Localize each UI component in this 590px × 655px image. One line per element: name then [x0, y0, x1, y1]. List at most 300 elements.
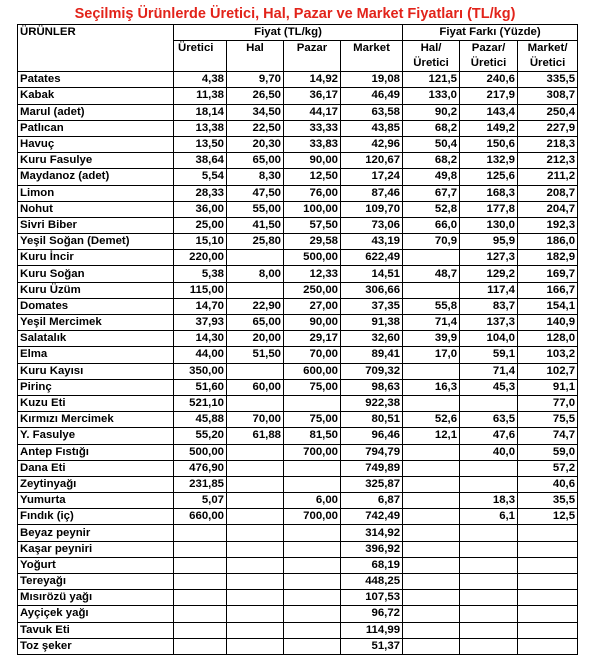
producer-price-cell: 660,00: [174, 509, 227, 525]
market-producer-diff-cell: [518, 574, 578, 590]
market-price-cell: 306,66: [341, 282, 403, 298]
market-price-cell: 43,85: [341, 120, 403, 136]
bazaar-producer-diff-cell: 45,3: [460, 379, 518, 395]
market-producer-line1: Market/: [527, 42, 568, 55]
market-producer-diff-cell: 208,7: [518, 185, 578, 201]
wholesale-price-cell: 22,90: [227, 298, 284, 314]
bazaar-price-cell: 27,00: [284, 298, 341, 314]
wholesale-price-cell: [227, 525, 284, 541]
product-name-cell: Kırmızı Mercimek: [18, 412, 174, 428]
header-group-row: [18, 25, 578, 41]
market-header: Market: [341, 41, 403, 72]
product-name-cell: Zeytinyağı: [18, 476, 174, 492]
table-row: [18, 574, 578, 590]
product-name-cell: Limon: [18, 185, 174, 201]
bazaar-price-cell: 76,00: [284, 185, 341, 201]
bazaar-price-cell: 75,00: [284, 379, 341, 395]
market-price-cell: 6,87: [341, 493, 403, 509]
market-price-cell: 96,46: [341, 428, 403, 444]
market-price-cell: 42,96: [341, 136, 403, 152]
bazaar-producer-diff-cell: 150,6: [460, 136, 518, 152]
hal-producer-diff-cell: [403, 509, 460, 525]
wholesale-price-cell: [227, 574, 284, 590]
bazaar-price-cell: 44,17: [284, 104, 341, 120]
product-name-cell: Tereyağı: [18, 574, 174, 590]
bazaar-producer-diff-cell: 63,5: [460, 412, 518, 428]
product-name-cell: Kaşar peyniri: [18, 541, 174, 557]
product-name-cell: Yeşil Mercimek: [18, 315, 174, 331]
market-producer-diff-cell: 169,7: [518, 266, 578, 282]
hal-producer-diff-cell: [403, 282, 460, 298]
producer-price-cell: 5,07: [174, 493, 227, 509]
wholesale-price-cell: 25,80: [227, 234, 284, 250]
hal-producer-diff-cell: [403, 590, 460, 606]
producer-price-cell: [174, 590, 227, 606]
market-producer-diff-cell: 212,3: [518, 153, 578, 169]
bazaar-price-cell: [284, 557, 341, 573]
market-price-cell: 107,53: [341, 590, 403, 606]
producer-price-cell: 38,64: [174, 153, 227, 169]
bazaar-producer-diff-cell: [460, 476, 518, 492]
market-producer-header: [518, 41, 578, 72]
wholesale-price-cell: [227, 557, 284, 573]
wholesale-price-cell: 26,50: [227, 88, 284, 104]
product-name-cell: Yeşil Soğan (Demet): [18, 234, 174, 250]
table-row: [18, 153, 578, 169]
market-price-cell: 51,37: [341, 638, 403, 654]
market-producer-diff-cell: 166,7: [518, 282, 578, 298]
market-producer-diff-cell: 218,3: [518, 136, 578, 152]
wholesale-price-cell: 20,00: [227, 331, 284, 347]
bazaar-producer-diff-cell: 117,4: [460, 282, 518, 298]
hal-producer-diff-cell: 67,7: [403, 185, 460, 201]
hal-producer-diff-cell: 52,8: [403, 201, 460, 217]
bazaar-producer-diff-cell: [460, 395, 518, 411]
product-name-cell: Elma: [18, 347, 174, 363]
wholesale-price-cell: 22,50: [227, 120, 284, 136]
table-row: [18, 638, 578, 654]
bazaar-producer-diff-cell: 217,9: [460, 88, 518, 104]
producer-price-cell: 25,00: [174, 217, 227, 233]
market-producer-line2: Üretici: [529, 57, 566, 70]
table-row: [18, 622, 578, 638]
product-name-cell: Domates: [18, 298, 174, 314]
market-price-cell: 709,32: [341, 363, 403, 379]
bazaar-producer-diff-cell: 130,0: [460, 217, 518, 233]
bazaar-producer-diff-cell: [460, 638, 518, 654]
market-price-cell: 32,60: [341, 331, 403, 347]
hal-producer-diff-cell: [403, 606, 460, 622]
hal-producer-line1: Hal/: [420, 42, 442, 55]
bazaar-producer-diff-cell: 129,2: [460, 266, 518, 282]
bazaar-price-cell: 90,00: [284, 153, 341, 169]
bazaar-producer-line1: Pazar/: [471, 42, 506, 55]
bazaar-producer-diff-cell: 104,0: [460, 331, 518, 347]
table-body: [18, 72, 578, 655]
bazaar-price-cell: 600,00: [284, 363, 341, 379]
market-price-cell: 19,08: [341, 72, 403, 88]
hal-producer-diff-cell: 50,4: [403, 136, 460, 152]
wholesale-price-cell: 8,00: [227, 266, 284, 282]
hal-producer-diff-cell: [403, 363, 460, 379]
bazaar-price-cell: 700,00: [284, 509, 341, 525]
table-row: [18, 72, 578, 88]
bazaar-producer-diff-cell: [460, 574, 518, 590]
producer-price-cell: 5,54: [174, 169, 227, 185]
bazaar-price-cell: 500,00: [284, 250, 341, 266]
market-producer-diff-cell: 186,0: [518, 234, 578, 250]
table-row: [18, 379, 578, 395]
market-price-cell: 448,25: [341, 574, 403, 590]
market-price-cell: 89,41: [341, 347, 403, 363]
market-producer-diff-cell: 57,2: [518, 460, 578, 476]
bazaar-price-cell: 81,50: [284, 428, 341, 444]
table-row: [18, 104, 578, 120]
producer-price-cell: 13,38: [174, 120, 227, 136]
hal-producer-diff-cell: [403, 541, 460, 557]
producer-price-cell: 28,33: [174, 185, 227, 201]
producer-price-cell: 55,20: [174, 428, 227, 444]
bazaar-header: Pazar: [284, 41, 341, 72]
product-name-cell: Patlıcan: [18, 120, 174, 136]
hal-producer-diff-cell: [403, 395, 460, 411]
producer-price-cell: 14,30: [174, 331, 227, 347]
producer-price-cell: 18,14: [174, 104, 227, 120]
price-group-header: Fiyat (TL/kg): [174, 25, 403, 41]
wholesale-header: Hal: [227, 41, 284, 72]
table-row: [18, 217, 578, 233]
bazaar-price-cell: [284, 590, 341, 606]
market-producer-diff-cell: 40,6: [518, 476, 578, 492]
market-price-cell: 114,99: [341, 622, 403, 638]
product-name-cell: Kuru Fasulye: [18, 153, 174, 169]
market-price-cell: 43,19: [341, 234, 403, 250]
product-name-cell: Kuru Kayısı: [18, 363, 174, 379]
bazaar-producer-diff-cell: [460, 590, 518, 606]
producer-price-cell: 15,10: [174, 234, 227, 250]
hal-producer-diff-cell: 39,9: [403, 331, 460, 347]
wholesale-price-cell: 65,00: [227, 315, 284, 331]
market-producer-diff-cell: 12,5: [518, 509, 578, 525]
product-name-cell: Kabak: [18, 88, 174, 104]
bazaar-producer-diff-cell: 127,3: [460, 250, 518, 266]
product-name-cell: Kuzu Eti: [18, 395, 174, 411]
bazaar-price-cell: [284, 638, 341, 654]
market-producer-diff-cell: 128,0: [518, 331, 578, 347]
table-row: [18, 250, 578, 266]
table-row: [18, 412, 578, 428]
price-table: [17, 24, 578, 655]
bazaar-producer-line2: Üretici: [470, 57, 507, 70]
bazaar-producer-diff-cell: [460, 557, 518, 573]
product-name-cell: Yumurta: [18, 493, 174, 509]
bazaar-price-cell: 700,00: [284, 444, 341, 460]
market-price-cell: 14,51: [341, 266, 403, 282]
product-name-cell: Fındık (iç): [18, 509, 174, 525]
market-producer-diff-cell: 204,7: [518, 201, 578, 217]
market-producer-diff-cell: 154,1: [518, 298, 578, 314]
producer-price-cell: 231,85: [174, 476, 227, 492]
wholesale-price-cell: [227, 444, 284, 460]
producer-price-cell: [174, 541, 227, 557]
bazaar-producer-diff-cell: [460, 525, 518, 541]
hal-producer-diff-cell: 17,0: [403, 347, 460, 363]
table-row: [18, 88, 578, 104]
market-producer-diff-cell: [518, 557, 578, 573]
hal-producer-diff-cell: [403, 444, 460, 460]
bazaar-producer-diff-cell: 40,0: [460, 444, 518, 460]
hal-producer-diff-cell: [403, 622, 460, 638]
hal-producer-diff-cell: [403, 525, 460, 541]
producer-price-cell: 14,70: [174, 298, 227, 314]
wholesale-price-cell: [227, 606, 284, 622]
bazaar-price-cell: 33,33: [284, 120, 341, 136]
producer-price-cell: 45,88: [174, 412, 227, 428]
bazaar-price-cell: 33,83: [284, 136, 341, 152]
market-price-cell: 46,49: [341, 88, 403, 104]
wholesale-price-cell: [227, 395, 284, 411]
market-price-cell: 17,24: [341, 169, 403, 185]
table-row: [18, 493, 578, 509]
product-name-cell: Toz şeker: [18, 638, 174, 654]
bazaar-producer-diff-cell: 83,7: [460, 298, 518, 314]
market-price-cell: 120,67: [341, 153, 403, 169]
market-price-cell: 73,06: [341, 217, 403, 233]
table-row: [18, 331, 578, 347]
table-row: [18, 395, 578, 411]
table-row: [18, 541, 578, 557]
market-price-cell: 794,79: [341, 444, 403, 460]
bazaar-producer-diff-cell: 177,8: [460, 201, 518, 217]
market-producer-diff-cell: 77,0: [518, 395, 578, 411]
wholesale-price-cell: [227, 460, 284, 476]
wholesale-price-cell: 9,70: [227, 72, 284, 88]
bazaar-producer-diff-cell: 6,1: [460, 509, 518, 525]
bazaar-price-cell: [284, 476, 341, 492]
market-producer-diff-cell: [518, 541, 578, 557]
product-name-cell: Pirinç: [18, 379, 174, 395]
market-price-cell: 80,51: [341, 412, 403, 428]
wholesale-price-cell: 41,50: [227, 217, 284, 233]
wholesale-price-cell: [227, 250, 284, 266]
wholesale-price-cell: 8,30: [227, 169, 284, 185]
wholesale-price-cell: 34,50: [227, 104, 284, 120]
bazaar-producer-diff-cell: 95,9: [460, 234, 518, 250]
table-row: [18, 169, 578, 185]
producer-price-cell: [174, 638, 227, 654]
wholesale-price-cell: 65,00: [227, 153, 284, 169]
hal-producer-diff-cell: 49,8: [403, 169, 460, 185]
wholesale-price-cell: [227, 622, 284, 638]
wholesale-price-cell: 70,00: [227, 412, 284, 428]
table-row: [18, 444, 578, 460]
bazaar-price-cell: 70,00: [284, 347, 341, 363]
market-price-cell: 96,72: [341, 606, 403, 622]
table-row: [18, 185, 578, 201]
table-row: [18, 266, 578, 282]
wholesale-price-cell: 51,50: [227, 347, 284, 363]
product-name-cell: Ayçiçek yağı: [18, 606, 174, 622]
market-price-cell: 37,35: [341, 298, 403, 314]
wholesale-price-cell: 47,50: [227, 185, 284, 201]
market-producer-diff-cell: 140,9: [518, 315, 578, 331]
product-name-cell: Nohut: [18, 201, 174, 217]
hal-producer-diff-cell: 68,2: [403, 153, 460, 169]
market-producer-diff-cell: 59,0: [518, 444, 578, 460]
producer-price-cell: 521,10: [174, 395, 227, 411]
product-name-cell: Havuç: [18, 136, 174, 152]
product-name-cell: Kuru Üzüm: [18, 282, 174, 298]
bazaar-price-cell: 29,17: [284, 331, 341, 347]
producer-price-cell: 350,00: [174, 363, 227, 379]
producer-price-cell: 500,00: [174, 444, 227, 460]
bazaar-producer-diff-cell: 125,6: [460, 169, 518, 185]
table-row: [18, 298, 578, 314]
table-row: [18, 347, 578, 363]
market-price-cell: 749,89: [341, 460, 403, 476]
market-producer-diff-cell: 182,9: [518, 250, 578, 266]
hal-producer-diff-cell: 133,0: [403, 88, 460, 104]
product-name-cell: Beyaz peynir: [18, 525, 174, 541]
hal-producer-diff-cell: [403, 574, 460, 590]
bazaar-producer-diff-cell: [460, 460, 518, 476]
table-row: [18, 363, 578, 379]
bazaar-price-cell: [284, 395, 341, 411]
market-price-cell: 742,49: [341, 509, 403, 525]
product-name-cell: Yoğurt: [18, 557, 174, 573]
market-producer-diff-cell: [518, 590, 578, 606]
table-row: [18, 590, 578, 606]
table-row: [18, 525, 578, 541]
wholesale-price-cell: [227, 590, 284, 606]
producer-price-cell: [174, 525, 227, 541]
bazaar-producer-diff-cell: 47,6: [460, 428, 518, 444]
market-producer-diff-cell: [518, 525, 578, 541]
bazaar-price-cell: 12,33: [284, 266, 341, 282]
product-name-cell: Tavuk Eti: [18, 622, 174, 638]
market-producer-diff-cell: 250,4: [518, 104, 578, 120]
producer-price-cell: 476,90: [174, 460, 227, 476]
table-row: [18, 136, 578, 152]
bazaar-producer-diff-cell: 132,9: [460, 153, 518, 169]
market-producer-diff-cell: 74,7: [518, 428, 578, 444]
wholesale-price-cell: [227, 509, 284, 525]
wholesale-price-cell: 60,00: [227, 379, 284, 395]
market-producer-diff-cell: [518, 622, 578, 638]
bazaar-price-cell: [284, 460, 341, 476]
diff-group-header: Fiyat Farkı (Yüzde): [403, 25, 578, 41]
hal-producer-diff-cell: 70,9: [403, 234, 460, 250]
product-name-cell: Mısırözü yağı: [18, 590, 174, 606]
hal-producer-diff-cell: 68,2: [403, 120, 460, 136]
table-row: [18, 476, 578, 492]
market-price-cell: 87,46: [341, 185, 403, 201]
table-row: [18, 460, 578, 476]
bazaar-price-cell: 12,50: [284, 169, 341, 185]
producer-price-cell: [174, 574, 227, 590]
producer-header: Üretici: [174, 41, 227, 72]
product-name-cell: Kuru İncir: [18, 250, 174, 266]
hal-producer-diff-cell: [403, 476, 460, 492]
wholesale-price-cell: [227, 476, 284, 492]
producer-price-cell: [174, 622, 227, 638]
product-name-cell: Salatalık: [18, 331, 174, 347]
bazaar-producer-diff-cell: 240,6: [460, 72, 518, 88]
bazaar-producer-diff-cell: 71,4: [460, 363, 518, 379]
bazaar-producer-header: [460, 41, 518, 72]
producer-price-cell: [174, 557, 227, 573]
bazaar-price-cell: [284, 525, 341, 541]
wholesale-price-cell: 61,88: [227, 428, 284, 444]
table-row: [18, 282, 578, 298]
product-name-cell: Kuru Soğan: [18, 266, 174, 282]
product-name-cell: Patates: [18, 72, 174, 88]
bazaar-producer-diff-cell: 59,1: [460, 347, 518, 363]
product-name-cell: Y. Fasulye: [18, 428, 174, 444]
producer-price-cell: 5,38: [174, 266, 227, 282]
hal-producer-diff-cell: 71,4: [403, 315, 460, 331]
product-name-cell: Sivri Biber: [18, 217, 174, 233]
hal-producer-diff-cell: [403, 460, 460, 476]
bazaar-price-cell: 6,00: [284, 493, 341, 509]
market-producer-diff-cell: 335,5: [518, 72, 578, 88]
wholesale-price-cell: 55,00: [227, 201, 284, 217]
market-producer-diff-cell: 75,5: [518, 412, 578, 428]
producer-price-cell: 11,38: [174, 88, 227, 104]
hal-producer-diff-cell: 16,3: [403, 379, 460, 395]
bazaar-price-cell: 90,00: [284, 315, 341, 331]
table-row: [18, 201, 578, 217]
market-price-cell: 98,63: [341, 379, 403, 395]
bazaar-price-cell: 75,00: [284, 412, 341, 428]
product-name-cell: Antep Fıstığı: [18, 444, 174, 460]
hal-producer-diff-cell: 90,2: [403, 104, 460, 120]
market-producer-diff-cell: 103,2: [518, 347, 578, 363]
wholesale-price-cell: [227, 541, 284, 557]
product-name-cell: Marul (adet): [18, 104, 174, 120]
producer-price-cell: 44,00: [174, 347, 227, 363]
hal-producer-diff-cell: [403, 250, 460, 266]
bazaar-producer-diff-cell: 143,4: [460, 104, 518, 120]
producer-price-cell: 13,50: [174, 136, 227, 152]
bazaar-price-cell: [284, 574, 341, 590]
wholesale-price-cell: [227, 493, 284, 509]
bazaar-price-cell: [284, 622, 341, 638]
bazaar-producer-diff-cell: [460, 606, 518, 622]
table-row: [18, 120, 578, 136]
bazaar-producer-diff-cell: 18,3: [460, 493, 518, 509]
table-row: [18, 509, 578, 525]
market-producer-diff-cell: [518, 606, 578, 622]
market-price-cell: 396,92: [341, 541, 403, 557]
market-producer-diff-cell: 227,9: [518, 120, 578, 136]
market-price-cell: 622,49: [341, 250, 403, 266]
bazaar-price-cell: 14,92: [284, 72, 341, 88]
producer-price-cell: 220,00: [174, 250, 227, 266]
wholesale-price-cell: [227, 282, 284, 298]
market-producer-diff-cell: 102,7: [518, 363, 578, 379]
bazaar-price-cell: 100,00: [284, 201, 341, 217]
bazaar-producer-diff-cell: [460, 541, 518, 557]
table-row: [18, 606, 578, 622]
bazaar-producer-diff-cell: 149,2: [460, 120, 518, 136]
hal-producer-diff-cell: 55,8: [403, 298, 460, 314]
bazaar-price-cell: 57,50: [284, 217, 341, 233]
hal-producer-diff-cell: 12,1: [403, 428, 460, 444]
market-producer-diff-cell: [518, 638, 578, 654]
market-producer-diff-cell: 91,1: [518, 379, 578, 395]
product-name-cell: Dana Eti: [18, 460, 174, 476]
